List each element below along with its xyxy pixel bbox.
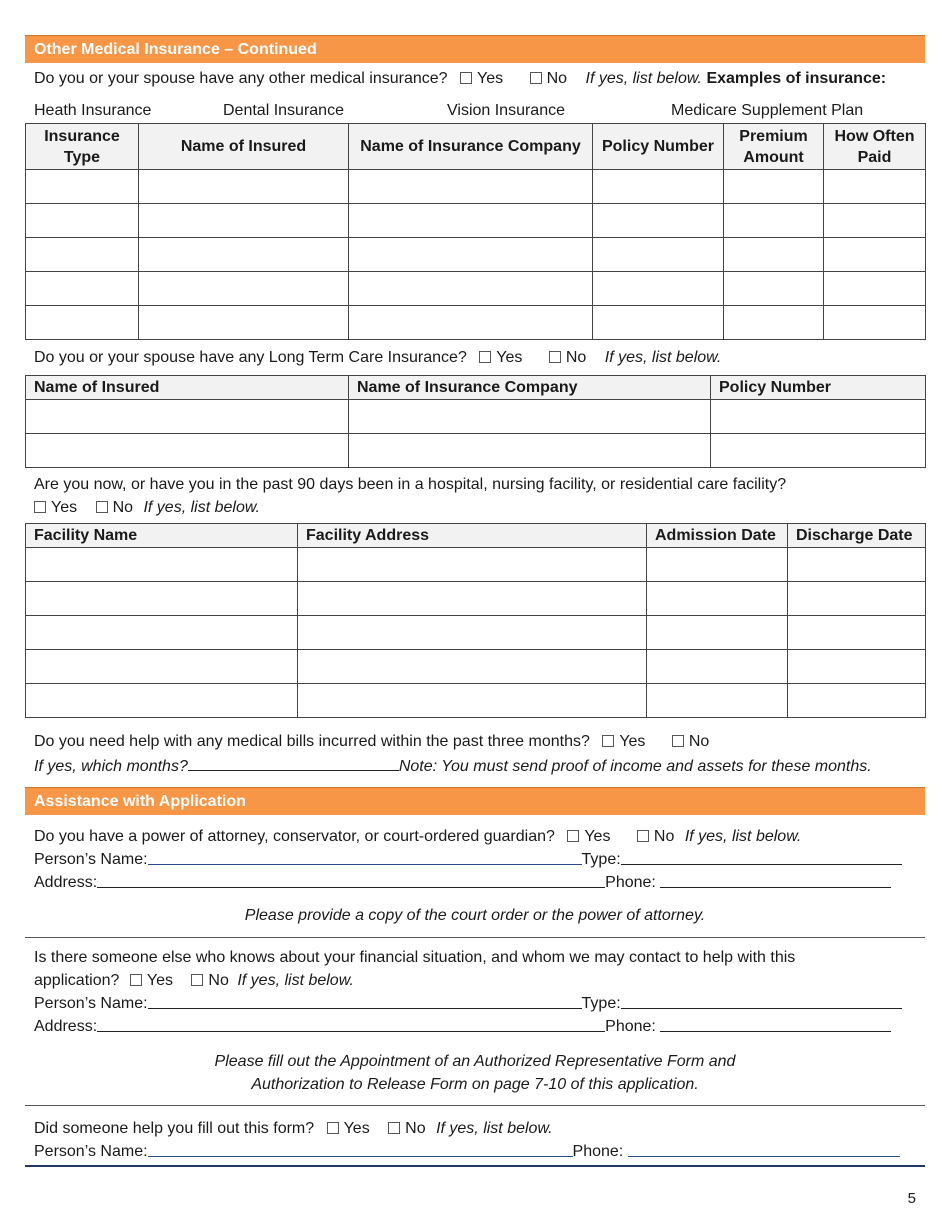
divider (25, 1105, 925, 1106)
table-cell[interactable] (724, 204, 824, 238)
helper-name-field[interactable] (148, 1140, 573, 1157)
column-header: Premium Amount (724, 124, 824, 170)
page-number: 5 (907, 1190, 916, 1207)
table-cell[interactable] (824, 204, 926, 238)
table-cell[interactable] (298, 616, 647, 650)
table-cell[interactable] (349, 400, 711, 434)
table-cell[interactable] (593, 306, 724, 340)
ltc-yes-option[interactable]: Yes (479, 349, 522, 366)
table-cell[interactable] (824, 170, 926, 204)
contact-no-option[interactable]: No (191, 972, 228, 989)
if-yes-note: If yes, list below. (585, 70, 702, 87)
table-cell[interactable] (788, 650, 926, 684)
contact-name-row (25, 992, 925, 1015)
facility-table (25, 523, 926, 718)
table-cell[interactable] (724, 306, 824, 340)
table-row (26, 204, 926, 238)
column-header: Facility Address (298, 524, 647, 548)
facility-yes-option[interactable]: Yes (34, 499, 77, 516)
table-cell[interactable] (26, 170, 139, 204)
column-header: Policy Number (711, 376, 926, 400)
table-cell[interactable] (788, 548, 926, 582)
table-cell[interactable] (298, 582, 647, 616)
examples-label: Examples of insurance: (706, 70, 887, 87)
table-cell[interactable] (724, 272, 824, 306)
table-cell[interactable] (349, 204, 593, 238)
checkbox-icon[interactable] (388, 1122, 400, 1134)
poa-question: Do you have a power of attorney, conservator, or court-ordered guardian? (34, 828, 555, 845)
poa-name-row (25, 848, 925, 871)
contact-name-label: Person’s Name: (34, 995, 148, 1012)
table-cell[interactable] (26, 204, 139, 238)
contact-instruction-line-2: Authorization to Release Form on page 7-10 of this application. (251, 1076, 699, 1093)
poa-no-option[interactable]: No (637, 828, 674, 845)
table-cell[interactable] (139, 170, 349, 204)
poa-question-row (25, 825, 925, 848)
ltc-question-row (25, 346, 925, 369)
poa-type-field[interactable] (621, 848, 902, 865)
other-insurance-question-row (25, 67, 925, 90)
if-yes-note: If yes, list below. (604, 349, 722, 366)
table-cell[interactable] (26, 238, 139, 272)
table-cell[interactable] (26, 616, 298, 650)
table-row (26, 582, 926, 616)
checkbox-icon[interactable] (637, 830, 649, 842)
if-yes-note: If yes, list below. (143, 499, 260, 516)
table-cell[interactable] (647, 582, 788, 616)
table-cell[interactable] (26, 306, 139, 340)
table-cell[interactable] (349, 238, 593, 272)
table-cell[interactable] (26, 434, 349, 468)
table-cell[interactable] (647, 548, 788, 582)
table-cell[interactable] (26, 400, 349, 434)
table-row (26, 170, 926, 204)
column-header: Name of Insurance Company (349, 376, 711, 400)
table-cell[interactable] (647, 650, 788, 684)
facility-options-row (25, 496, 925, 519)
table-cell[interactable] (724, 170, 824, 204)
other-insurance-table (25, 123, 926, 340)
table-cell[interactable] (26, 548, 298, 582)
checkbox-icon[interactable] (602, 735, 614, 747)
contact-instruction-line-1: Please fill out the Appointment of an Authorized Representative Form and (214, 1053, 736, 1070)
table-cell[interactable] (349, 170, 593, 204)
if-yes-note: If yes, list below. (436, 1120, 553, 1137)
table-row (26, 306, 926, 340)
if-yes-note: If yes, list below. (237, 972, 354, 989)
checkbox-icon[interactable] (530, 72, 542, 84)
table-cell[interactable] (593, 170, 724, 204)
column-header: Insurance Type (26, 124, 139, 170)
ltc-question: Do you or your spouse have any Long Term Care Insurance? (34, 349, 467, 366)
table-cell[interactable] (26, 272, 139, 306)
column-header: Policy Number (593, 124, 724, 170)
table-row (26, 434, 926, 468)
table-row (26, 684, 926, 718)
table-cell[interactable] (26, 582, 298, 616)
helper-phone-label: Phone: (572, 1143, 624, 1160)
table-cell[interactable] (139, 238, 349, 272)
poa-yes-option[interactable]: Yes (567, 828, 610, 845)
checkbox-icon[interactable] (549, 351, 561, 363)
table-cell[interactable] (26, 650, 298, 684)
other-insurance-no-option[interactable]: No (530, 70, 567, 87)
column-header: How Often Paid (824, 124, 926, 170)
table-cell[interactable] (824, 306, 926, 340)
helper-name-label: Person’s Name: (34, 1143, 148, 1160)
which-months-field[interactable] (188, 754, 399, 771)
checkbox-icon[interactable] (34, 501, 46, 513)
table-row (26, 616, 926, 650)
contact-question-row-2: application? Yes No If yes, list below. (34, 972, 354, 989)
contact-phone-field[interactable] (660, 1015, 891, 1032)
footer-rule (25, 1165, 925, 1167)
table-cell[interactable] (824, 238, 926, 272)
table-cell[interactable] (711, 434, 926, 468)
table-cell[interactable] (724, 238, 824, 272)
contact-address-field[interactable] (97, 1015, 605, 1032)
contact-type-field[interactable] (621, 992, 902, 1009)
example-item: Vision Insurance (447, 102, 565, 119)
table-cell[interactable] (349, 272, 593, 306)
poa-address-row (25, 871, 925, 894)
helper-question-row (25, 1117, 925, 1140)
table-row (26, 548, 926, 582)
other-insurance-yes-option[interactable]: Yes (460, 70, 503, 87)
column-header: Discharge Date (788, 524, 926, 548)
helper-phone-field[interactable] (628, 1140, 900, 1157)
section-header-other-insurance: Other Medical Insurance – Continued (25, 35, 925, 63)
table-cell[interactable] (593, 204, 724, 238)
table-cell[interactable] (711, 400, 926, 434)
section-header-assistance: Assistance with Application (25, 787, 925, 815)
if-yes-note: If yes, list below. (684, 828, 802, 845)
contact-name-field[interactable] (148, 992, 582, 1009)
poa-address-field[interactable] (97, 871, 605, 888)
checkbox-icon[interactable] (191, 974, 203, 986)
table-cell[interactable] (593, 238, 724, 272)
helper-question: Did someone help you fill out this form? (34, 1120, 315, 1137)
proof-note: Note: You must send proof of income and assets for these months. (398, 758, 872, 775)
table-cell[interactable] (824, 272, 926, 306)
table-cell[interactable] (139, 272, 349, 306)
ltc-no-option[interactable]: No (549, 349, 586, 366)
table-cell[interactable] (139, 306, 349, 340)
checkbox-icon[interactable] (130, 974, 142, 986)
column-header: Name of Insured (26, 376, 349, 400)
poa-name-label: Person’s Name: (34, 851, 148, 868)
table-cell[interactable] (298, 650, 647, 684)
divider (25, 937, 925, 938)
contact-question-row-1 (25, 946, 925, 969)
poa-phone-field[interactable] (660, 871, 891, 888)
example-item: Medicare Supplement Plan (671, 102, 864, 119)
contact-type-label: Type: (581, 995, 621, 1012)
helper-no-option[interactable]: No (388, 1120, 425, 1137)
facility-question: Are you now, or have you in the past 90 days been in a hospital, nursing facility, or residential care facility? (34, 476, 787, 493)
table-cell[interactable] (788, 684, 926, 718)
checkbox-icon[interactable] (327, 1122, 339, 1134)
facility-question-row (25, 473, 925, 496)
bills-question-row (25, 730, 925, 753)
table-cell[interactable] (349, 306, 593, 340)
contact-address-label: Address: (34, 1018, 98, 1035)
poa-instruction: Please provide a copy of the court order or the power of attorney. (244, 907, 706, 924)
checkbox-icon[interactable] (567, 830, 579, 842)
poa-type-label: Type: (581, 851, 621, 868)
contact-address-row (25, 1015, 925, 1038)
column-header: Facility Name (26, 524, 298, 548)
poa-phone-label: Phone: (605, 874, 656, 891)
table-row (26, 238, 926, 272)
table-row (26, 272, 926, 306)
table-header-row (26, 376, 926, 400)
table-cell[interactable] (647, 616, 788, 650)
ltc-table (25, 375, 926, 468)
facility-no-option[interactable]: No (96, 499, 133, 516)
table-cell[interactable] (647, 684, 788, 718)
helper-name-row (25, 1140, 925, 1163)
form-page (25, 35, 925, 1167)
checkbox-icon[interactable] (460, 72, 472, 84)
table-row (26, 650, 926, 684)
example-item: Heath Insurance (34, 102, 152, 119)
checkbox-icon[interactable] (672, 735, 684, 747)
table-header-row (26, 524, 926, 548)
table-cell[interactable] (349, 434, 711, 468)
table-cell[interactable] (788, 616, 926, 650)
helper-yes-option[interactable]: Yes (327, 1120, 370, 1137)
which-months-label: If yes, which months? (34, 758, 188, 775)
insurance-examples (25, 98, 925, 123)
table-cell[interactable] (788, 582, 926, 616)
other-insurance-question: Do you or your spouse have any other medical insurance? (34, 70, 448, 87)
contact-yes-option[interactable]: Yes (130, 972, 173, 989)
table-header-row (26, 124, 926, 170)
checkbox-icon[interactable] (96, 501, 108, 513)
contact-question: Is there someone else who knows about your financial situation, and whom we may contact to help with this (34, 949, 796, 966)
table-row (26, 400, 926, 434)
bills-question: Do you need help with any medical bills incurred within the past three months? (34, 733, 590, 750)
table-cell[interactable] (139, 204, 349, 238)
bills-yes-option[interactable]: Yes (602, 733, 645, 750)
example-item: Dental Insurance (223, 102, 344, 119)
poa-name-field[interactable] (148, 848, 582, 865)
table-cell[interactable] (26, 684, 298, 718)
table-cell[interactable] (298, 548, 647, 582)
table-cell[interactable] (593, 272, 724, 306)
bills-no-option[interactable]: No (672, 733, 709, 750)
bills-months-row (25, 754, 925, 777)
table-cell[interactable] (298, 684, 647, 718)
column-header: Name of Insured (139, 124, 349, 170)
contact-phone-label: Phone: (605, 1018, 656, 1035)
column-header: Admission Date (647, 524, 788, 548)
column-header: Name of Insurance Company (349, 124, 593, 170)
checkbox-icon[interactable] (479, 351, 491, 363)
poa-address-label: Address: (34, 874, 98, 891)
